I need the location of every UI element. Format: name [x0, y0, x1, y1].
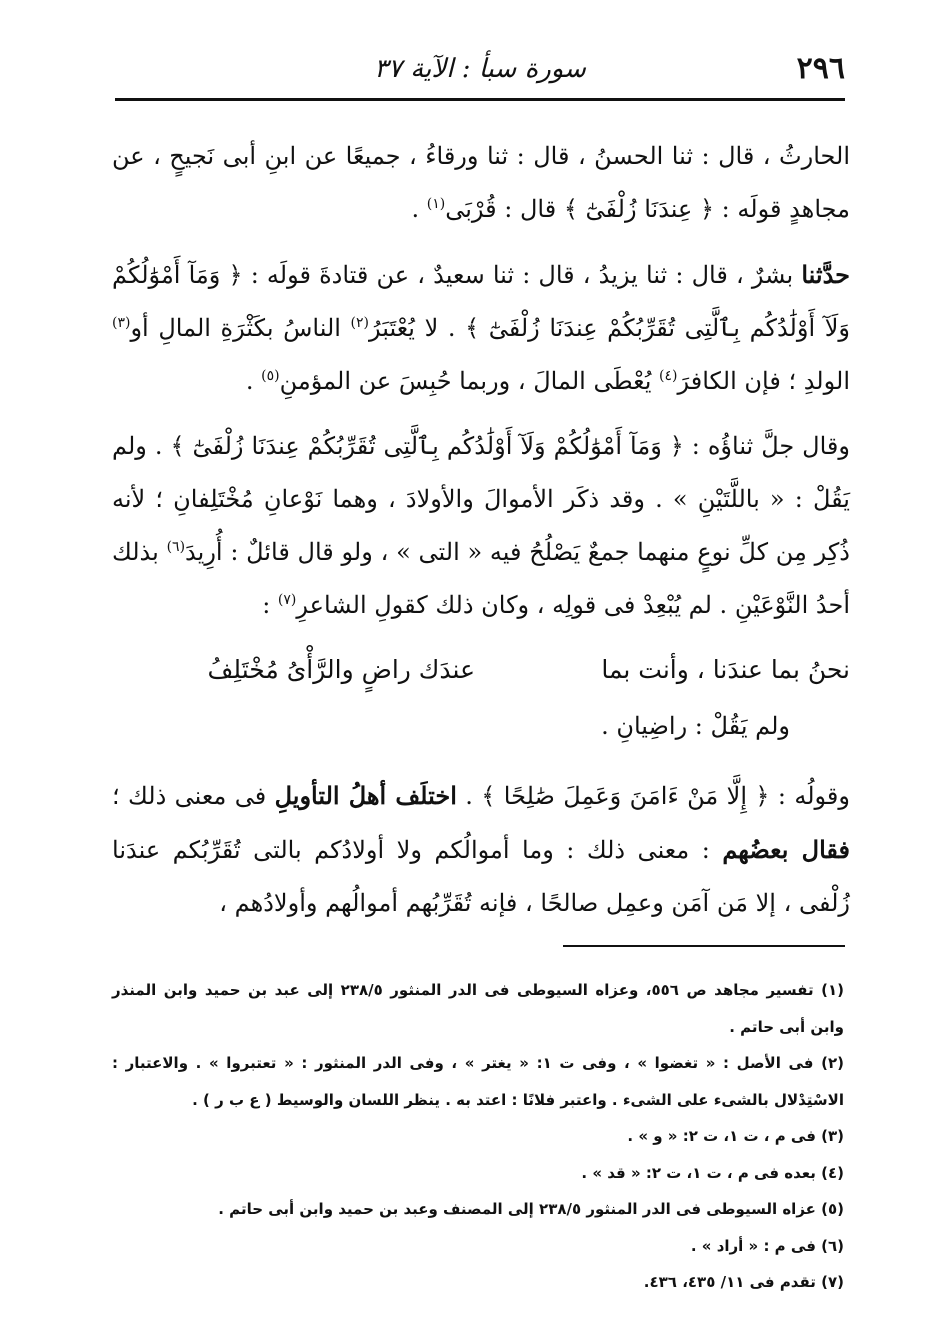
running-head: سورة سبأ : الآية ٣٧: [374, 54, 586, 84]
verse-hemistich-2: عندَك راضٍ والرَّأْىُ مُخْتَلِفُ: [207, 655, 475, 684]
footnote-ref-4: (٤): [659, 368, 678, 384]
paragraph-1: [112, 130, 850, 236]
paragraph-3-end: :: [262, 591, 278, 619]
footnote-ref-3: (٣): [112, 315, 131, 331]
footnotes: [112, 972, 844, 1301]
paragraph-2-text-3: الولدِ ؛ فإن الكافرَ: [677, 367, 850, 395]
paragraph-1-text: الحارثُ ، قال : ثنا الحسنُ ، قال : ثنا ورقاءُ ، جميعًا عن ابنِ أبى نَجيحٍ ، عن مجاهدٍ قولَه : ﴿ عِندَنَا زُلْفَىٰٓ ﴾ قال : قُرْبَى: [112, 142, 850, 223]
paragraph-4-text-2: فى معنى ذلك ؛: [112, 782, 275, 810]
footnote-ref-2: (٢): [350, 315, 369, 331]
paragraph-2: [112, 248, 850, 408]
paragraph-3-text-2: بذلك أحدُ النَّوْعَيْنِ . لم يُبْعِدْ فى قولِه ، وكان ذلك كقولِ الشاعرِ: [112, 538, 850, 619]
paragraph-2-end: .: [245, 367, 262, 395]
header-rule: [115, 98, 845, 101]
verse-note: ولم يَقُلْ : راضِيانِ .: [601, 712, 790, 740]
paragraph-2-text-2: الناسُ بكَثْرَةِ المالِ أو: [130, 314, 351, 342]
footnote-1: (١) تفسير مجاهد ص ٥٥٦، وعزاه السيوطى فى الدر المنثور ٢٣٨/٥ إلى عبد بن حميد وابن المنذر وابن أبى حاتم .: [112, 981, 844, 1036]
paragraph-2-text-4: يُعْطَى المالَ ، وربما حُبِسَ عن المؤمنِ: [279, 367, 660, 395]
footnote-rule: [563, 945, 845, 947]
paragraph-4-bold-2: فقال بعضُهم: [722, 835, 850, 864]
main-text: [112, 130, 850, 942]
verse-hemistich-1: نحنُ بما عندَنا ، وأنت بما: [601, 655, 850, 684]
footnote-6: (٦) فى م : « أراد » .: [690, 1236, 844, 1255]
paragraph-4-text-3: : معنى ذلك : وما أموالُكم ولا أولادُكم بالتى تُقَرِّبُكم عندَنا زُلْفى ، إلا مَن آمَن وعمِل صالحًا ، فإنه تُقَرِّبُهم أموالُهم وأولادُهم ،: [112, 836, 850, 917]
footnote-ref-6: (٦): [166, 539, 186, 555]
footnote-3: (٣) فى م ، ت ١، ت ٢: « و » .: [627, 1127, 844, 1145]
paragraph-2-lead: حدَّثنا: [801, 260, 850, 289]
paragraph-4-bold-1: اختلَف أهلُ التأويلِ: [274, 781, 457, 810]
paragraph-1-end: .: [411, 195, 427, 223]
page-number: ٢٩٦: [796, 51, 845, 86]
poetry-verse: [112, 644, 850, 696]
paragraph-3: [112, 420, 850, 632]
footnote-5: (٥) عزاه السيوطى فى الدر المنثور ٢٣٨/٥ إلى المصنف وعبد بن حميد وابن أبى حاتم .: [218, 1200, 844, 1218]
footnote-ref-1: (١): [426, 196, 446, 212]
footnote-ref-5: (٥): [261, 368, 280, 384]
paragraph-3-text: وقال جلَّ ثناؤُه : ﴿ وَمَآ أَمْوَٰلُكُمْ وَلَآ أَوْلَٰدُكُم بِٱلَّتِى تُقَرِّبُكُمْ عِندَنَا زُلْفَىٰٓ ﴾ . ولم يَقُلْ : « باللَّتَيْنِ » . وقد ذكَر الأموالَ والأولادَ ، وهما نَوْعانِ مُخْتَلِفانِ ؛ لأنه ذُكِر مِن كلِّ نوعٍ منهما جمعٌ يَصْلُحُ فيه « التى » ، ولو قال قائلٌ : أُرِيدَ: [112, 432, 850, 566]
paragraph-4-text-1: وقولُه : ﴿ إِلَّا مَنْ ءَامَنَ وَعَمِلَ صَٰلِحًا ﴾ .: [456, 782, 850, 810]
paragraph-2-text: بشرٌ ، قال : ثنا يزيدُ ، قال : ثنا سعيدٌ ، عن قتادةَ قولَه : ﴿ وَمَآ أَمْوَٰلُكُمْ وَلَآ أَوْلَٰدُكُم بِٱلَّتِى تُقَرِّبُكُمْ عِندَنَا زُلْفَىٰٓ ﴾ . لا يُعْتَبَرُ: [112, 261, 851, 342]
paragraph-4: [112, 769, 850, 930]
footnote-2: (٢) فى الأصل : « تغضوا » ، وفى ت ١: « يغتر » ، وفى الدر المنثور : « تعتبروا » . والاعتبار : الاسْتِدْلال بالشىء على الشىء . واعتبر فلانًا : اعتد به . ينظر اللسان والوسيط ( ع ب ر ) .: [112, 1054, 844, 1109]
footnote-ref-7: (٧): [277, 592, 297, 608]
footnote-4: (٤) بعده فى م ، ت ١، ت ٢: « قد » .: [581, 1163, 844, 1182]
footnote-7: (٧) تقدم فى ١١/ ٤٣٥، ٤٣٦.: [643, 1273, 844, 1291]
page-header: [115, 48, 845, 90]
